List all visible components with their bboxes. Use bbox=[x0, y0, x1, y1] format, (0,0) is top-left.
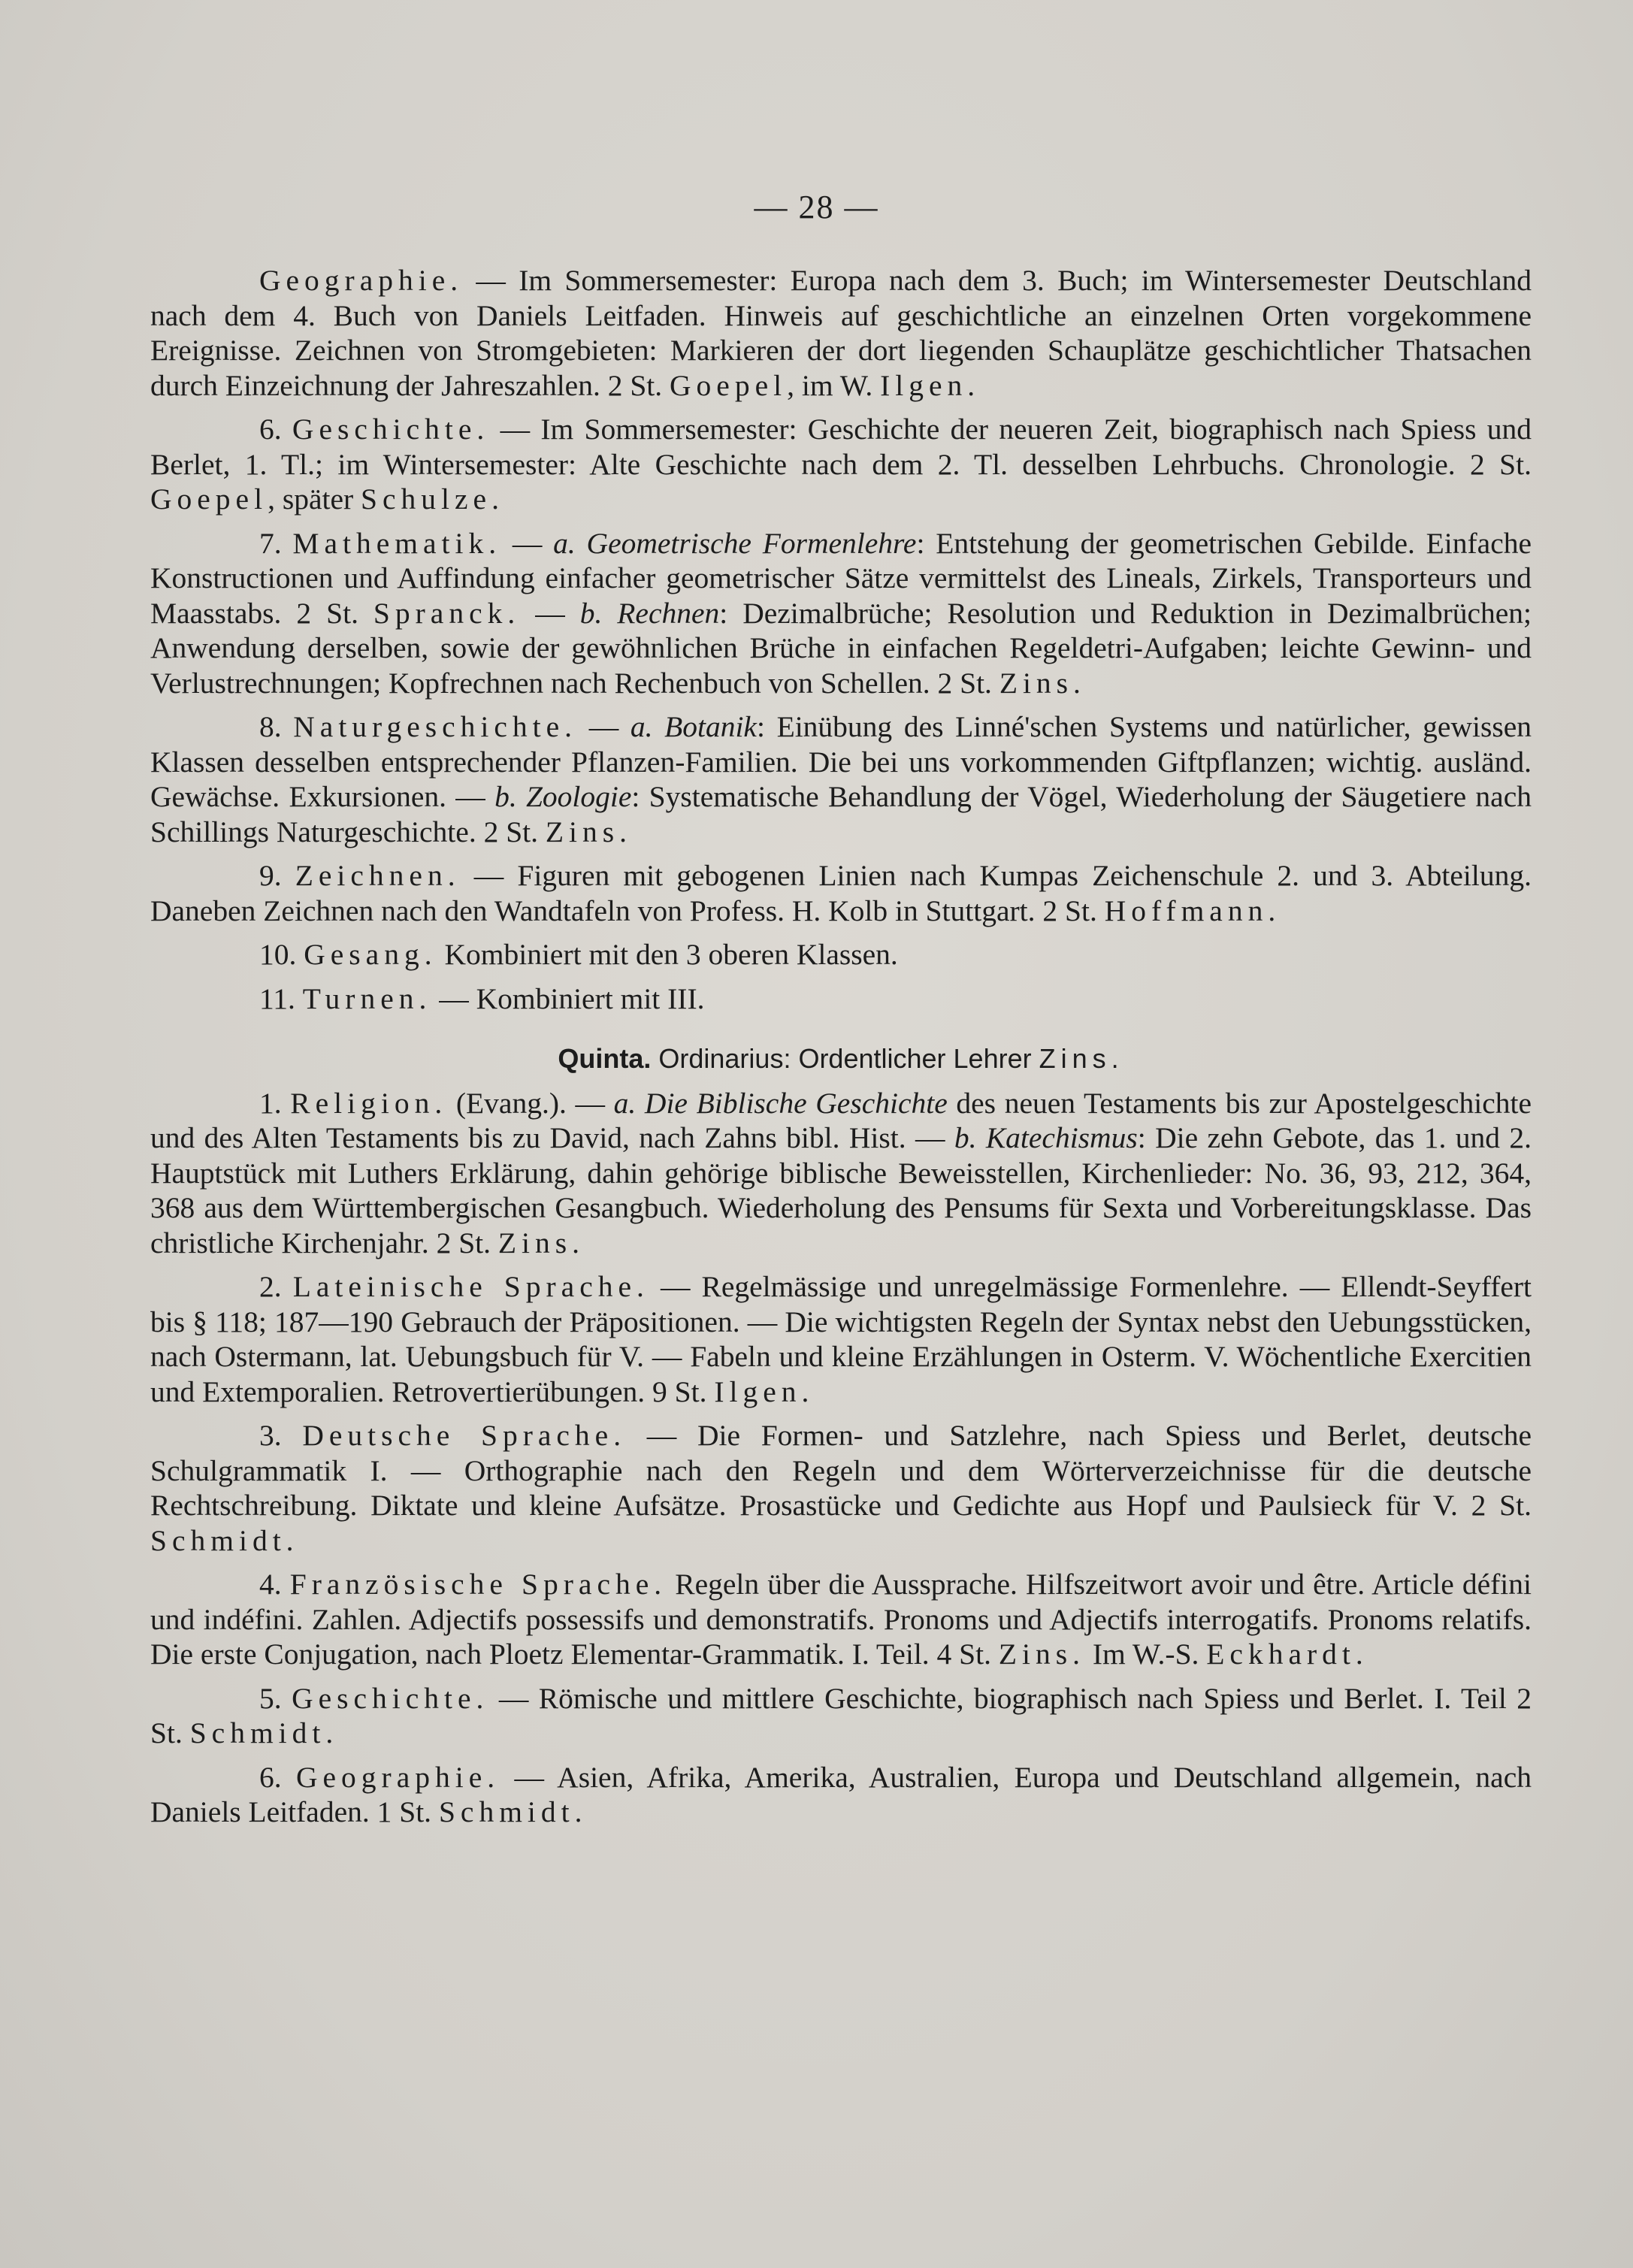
paragraph-zeichnen: 9. Zeichnen. — Figuren mit gebogenen Linien nach Kumpas Zeichenschule 2. und 3. Abteilung. Daneben Zeichnen nach den Wandtafeln von Profess. H. Kolb in Stuttgart. 2 St. Hoffmann. bbox=[150, 859, 1532, 927]
subject-heading: Geschichte. bbox=[292, 1681, 489, 1715]
teacher-name: Hoffmann. bbox=[1104, 894, 1281, 927]
teacher-name: Goepel bbox=[670, 368, 788, 402]
subject-heading: Turnen. bbox=[302, 981, 432, 1015]
subject-heading: Geographie. bbox=[296, 1760, 500, 1794]
paragraph-deutsch: 3. Deutsche Sprache. — Die Formen- und Satzlehre, nach Spiess und Berlet, deutsche Schulgrammatik I. — Orthographie nach den Regeln und dem Wörterverzeichnisse für die deutsche Rechtschreibung. Diktate und kleine Aufsätze. Prosastücke und Gedichte aus Hopf und Paulsieck für V. 2 St. Schmidt. bbox=[150, 1419, 1532, 1557]
paragraph-geschichte-quinta: 5. Geschichte. — Römische und mittlere Geschichte, biographisch nach Spiess und Berlet. I. Teil 2 St. Schmidt. bbox=[150, 1681, 1532, 1749]
class-label: Quinta. bbox=[558, 1043, 652, 1074]
section-heading-quinta: Quinta. Ordinarius: Ordentlicher Lehrer Zins. bbox=[558, 1043, 1124, 1074]
teacher-name: Zins. bbox=[998, 1637, 1085, 1671]
subject-heading: Naturgeschichte. bbox=[293, 710, 578, 743]
subject-heading: Geographie. bbox=[259, 264, 464, 297]
paragraph-latein: 2. Lateinische Sprache. — Regelmässige und unregelmässige Formenlehre. — Ellendt-Seyffert bis § 118; 187—190 Gebrauch der Präpositionen. — Die wichtigsten Regeln der Syntax nebst den Uebungsstücken, nach Ostermann, lat. Uebungsbuch für V. — Fabeln und kleine Erzählungen in Osterm. V. Wöchentliche Exercitien und Extemporalien. Retrovertierübungen. 9 St. Ilgen. bbox=[150, 1270, 1532, 1408]
teacher-name: Ilgen. bbox=[880, 368, 981, 402]
subject-heading: Französische Sprache. bbox=[289, 1568, 667, 1601]
subject-heading: Religion. bbox=[290, 1086, 448, 1120]
paragraph-mathematik: 7. Mathematik. — a. Geometrische Formenlehre: Entstehung der geometrischen Gebilde. Einfache Konstructionen und Auffindung einfacher geometrischer Sätze vermittelst des Lineals, Zirkels, Transporteurs und Maasstabs. 2 St. Spranck. — b. Rechnen: Dezimalbrüche; Resolution und Reduktion in Dezimalbrüchen; Anwendung derselben, sowie der gewöhnlichen Brüche in einfachen Regeldetri-Aufgaben; leichte Gewinn- und Verlustrechnungen; Kopfrechnen nach Rechenbuch von Schellen. 2 St. Zins. bbox=[150, 526, 1532, 700]
topic-italic: b. Katechismus bbox=[954, 1121, 1138, 1154]
page-number: — 28 — bbox=[754, 189, 879, 225]
paragraph-geographie-quinta: 6. Geographie. — Asien, Afrika, Amerika, Australien, Europa und Deutschland allgemein, nach Daniels Leitfaden. 1 St. Schmidt. bbox=[150, 1760, 1532, 1828]
teacher-name: Zins. bbox=[545, 815, 632, 848]
subject-heading: Lateinische Sprache. bbox=[292, 1270, 649, 1303]
topic-italic: a. Botanik bbox=[630, 710, 757, 743]
teacher-name: Zins. bbox=[999, 666, 1086, 700]
text-body bbox=[150, 263, 1532, 1839]
teacher-name: Zins. bbox=[497, 1226, 585, 1259]
subject-heading: Geschichte. bbox=[292, 413, 490, 446]
subject-heading: Mathematik. bbox=[292, 526, 502, 560]
subject-heading: Zeichnen. bbox=[295, 859, 461, 892]
paragraph-religion: 1. Religion. (Evang.). — a. Die Biblische Geschichte des neuen Testaments bis zur Apostelgeschichte und des Alten Testaments bis zu David, nach Zahns bibl. Hist. — b. Katechismus: Die zehn Gebote, das 1. und 2. Hauptstück mit Luthers Erklärung, dahin gehörige biblische Beweisstellen, Kirchenlieder: No. 36, 93, 212, 364, 368 aus dem Württembergischen Gesangbuch. Wiederholung des Pensums für Sexta und Vorbereitungsklasse. Das christliche Kirchenjahr. 2 St. Zins. bbox=[150, 1086, 1532, 1259]
subject-heading: Deutsche Sprache. bbox=[302, 1419, 627, 1452]
teacher-name: Zins. bbox=[1039, 1043, 1124, 1074]
paragraph-geographie: Geographie. — Im Sommersemester: Europa nach dem 3. Buch; im Wintersemester Deutschland nach dem 4. Buch von Daniels Leitfaden. Hinweis auf geschichtliche an einzelnen Orten vorgekommene Ereignisse. Zeichnen von Stromgebieten: Markieren der dort liegenden Schauplätze geschichtlicher Thatsachen durch Einzeichnung der Jahreszahlen. 2 St. Goepel, im W. Ilgen. bbox=[150, 264, 1532, 402]
topic-italic: b. Rechnen bbox=[579, 596, 720, 630]
topic-italic: b. Zoologie bbox=[494, 780, 632, 813]
teacher-name: Spranck. bbox=[373, 596, 521, 630]
teacher-name: Schmidt. bbox=[438, 1795, 588, 1828]
teacher-name: Goepel bbox=[150, 482, 268, 516]
teacher-name: Ilgen. bbox=[714, 1374, 815, 1408]
subject-heading: Gesang. bbox=[304, 938, 437, 971]
topic-italic: a. Die Biblische Geschichte bbox=[613, 1086, 948, 1120]
paragraph-geschichte: 6. Geschichte. — Im Sommersemester: Geschichte der neueren Zeit, biographisch nach Spiess und Berlet, 1. Tl.; im Wintersemester: Alte Geschichte nach dem 2. Tl. desselben Lehrbuchs. Chronologie. 2 St. Goepel, später Schulze. bbox=[150, 413, 1532, 516]
topic-italic: a. Geometrische Formenlehre bbox=[553, 526, 917, 560]
paragraph-naturgeschichte: 8. Naturgeschichte. — a. Botanik: Einübung des Linné'schen Systems und natürlicher, gewissen Klassen desselben entsprechender Pflanzen-Familien. Die bei uns vorkommenden Giftpflanzen; wichtig. ausländ. Gewächse. Exkursionen. — b. Zoologie: Systematische Behandlung der Vögel, Wiederholung der Säugetiere nach Schillings Naturgeschichte. 2 St. Zins. bbox=[150, 710, 1532, 848]
teacher-name: Schulze. bbox=[361, 482, 504, 516]
teacher-name: Schmidt. bbox=[150, 1523, 299, 1557]
teacher-name: Eckhardt. bbox=[1206, 1637, 1368, 1671]
paragraph-franzoesisch: 4. Französische Sprache. Regeln über die Aussprache. Hilfszeitwort avoir und être. Article défini und indéfini. Zahlen. Adjectifs possessifs und demonstratifs. Pronoms und Adjectifs interrogatifs. Pronoms relatifs. Die erste Conjugation, nach Ploetz Elementar-Grammatik. I. Teil. 4 St. Zins. Im W.-S. Eckhardt. bbox=[150, 1568, 1532, 1671]
paragraph-gesang: 10. Gesang. Kombiniert mit den 3 oberen Klassen. bbox=[259, 938, 898, 971]
teacher-name: Schmidt. bbox=[189, 1716, 339, 1749]
paragraph-turnen: 11. Turnen. — Kombiniert mit III. bbox=[259, 981, 705, 1015]
